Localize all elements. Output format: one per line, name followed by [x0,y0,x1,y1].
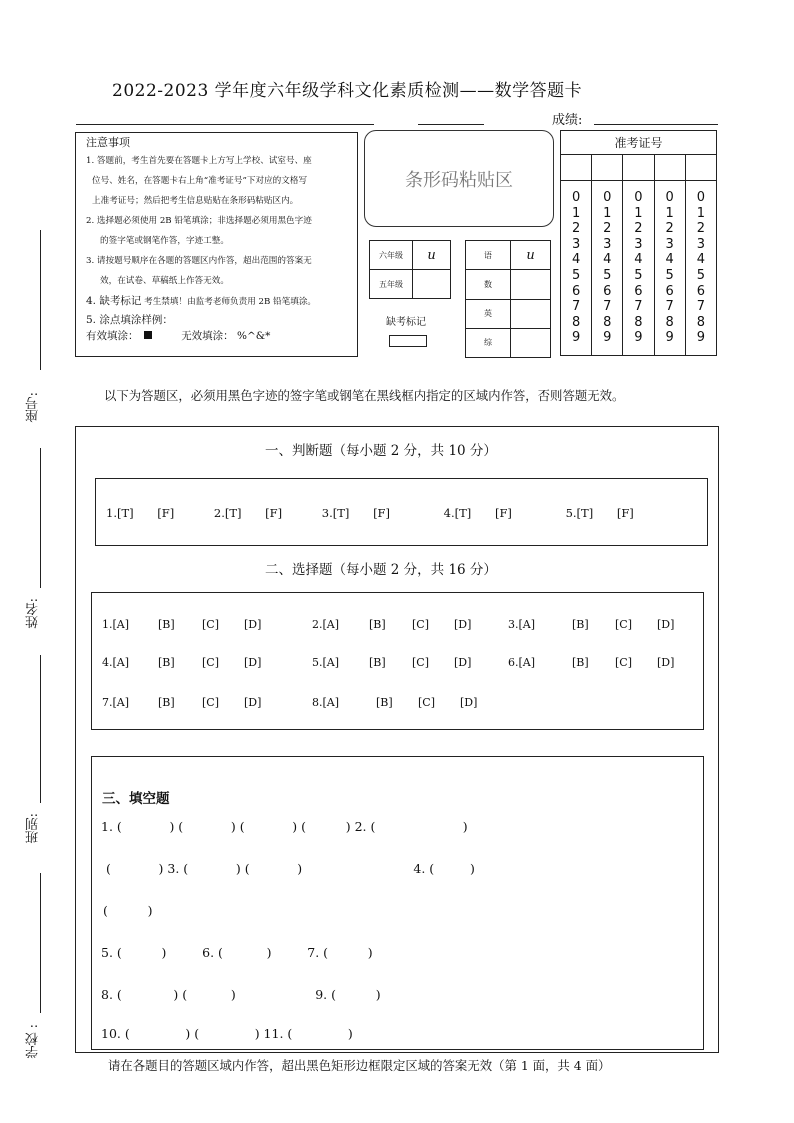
ticket-digit[interactable]: 7 [634,299,643,315]
choice-option[interactable]: [D] [460,696,478,709]
ticket-digit[interactable]: 7 [696,299,705,315]
absent-mark-label: 缺考标记 [386,317,426,328]
name-label: 姓名: [26,598,41,629]
notes-item: 上准考证号；然后把考生信息贴贴在条形码粘贴区内。 [92,196,299,206]
tf-option[interactable]: [F] [157,506,175,520]
ticket-digit[interactable]: 8 [571,314,581,330]
fill-blank-line[interactable]: ( ) [103,903,153,918]
ticket-digit[interactable]: 5 [603,268,612,283]
tf-option[interactable]: 2.[T] [213,506,242,520]
subject-label: 数 [466,270,511,299]
ticket-digit[interactable]: 8 [696,314,705,330]
absent-note-label: 4. 缺考标记 [86,295,142,307]
tf-option[interactable]: [F] [494,506,512,520]
ticket-digit[interactable]: 0 [665,190,674,206]
ticket-digit[interactable]: 7 [571,299,581,315]
invalid-fill-sample: %^&* [237,330,271,342]
choice-option[interactable]: [C] [202,696,219,709]
true-false-row [106,506,634,520]
tf-option[interactable]: 5.[T] [565,506,594,520]
choice-option[interactable]: 8.[A] [312,696,340,709]
choice-option[interactable]: 5.[A] [312,656,340,669]
fill-blank-line[interactable]: 10. ( ) ( ) 11. ( ) [101,1026,353,1041]
ticket-digit[interactable]: 3 [696,236,705,252]
choice-option[interactable]: [D] [657,656,675,669]
class-line[interactable] [40,655,41,803]
subject-table [465,240,551,358]
fill-blank-line[interactable]: ( ) 3. ( ) ( ) 4. ( ) [106,861,475,876]
choice-option[interactable]: [D] [454,656,472,669]
ticket-digit[interactable]: 8 [634,314,643,330]
score-label: 成绩: [552,113,583,128]
notes-item: 3. 请按题号顺序在各题的答题区内作答，超出范围的答案无 [86,256,312,266]
ticket-heading: 准考证号 [561,131,717,155]
ticket-digit[interactable]: 5 [571,268,581,283]
ticket-digit[interactable]: 5 [696,268,705,283]
choice-option[interactable]: [D] [244,618,262,631]
ticket-digit[interactable]: 2 [696,221,705,237]
ticket-digit[interactable]: 2 [603,221,612,237]
choice-option[interactable]: [B] [369,618,386,631]
ticket-digit[interactable]: 9 [634,330,643,346]
section3-box [91,756,704,1050]
ticket-digit[interactable]: 4 [603,252,612,268]
ticket-digit[interactable]: 1 [634,205,643,221]
ticket-digit[interactable]: 6 [665,283,674,299]
school-label: 学校 : [26,1024,41,1059]
seat-line[interactable] [40,230,41,370]
choice-option[interactable]: [C] [412,656,429,669]
ticket-digit[interactable]: 3 [603,236,612,252]
section2-title: 二、选择题（每小题 2 分，共 16 分） [265,562,497,578]
ticket-digit[interactable]: 8 [603,314,612,330]
ticket-digit-column[interactable] [623,181,654,356]
ticket-write-cell[interactable] [592,155,623,181]
ticket-digit[interactable]: 1 [571,205,581,221]
subject-mark-cell[interactable] [511,299,551,328]
ticket-digit[interactable]: 6 [634,283,643,299]
choice-option[interactable]: 1.[A] [102,618,130,631]
choice-option[interactable]: 6.[A] [508,656,536,669]
ticket-digit[interactable]: 1 [665,205,674,221]
ticket-digit-column[interactable] [592,181,623,356]
tf-option[interactable]: [F] [265,506,283,520]
valid-fill-label: 有效填涂： [86,330,139,342]
ticket-digit[interactable]: 9 [665,330,674,346]
page-title: 2022-2023 学年度六年级学科文化素质检测——数学答题卡 [112,81,583,101]
tf-option[interactable]: 1.[T] [106,506,134,520]
barcode-paste-area: 条形码粘贴区 [364,130,554,227]
ticket-digit-column[interactable] [561,181,592,356]
notes-box [75,132,358,357]
choice-option[interactable]: [D] [244,656,262,669]
ticket-digit[interactable]: 5 [634,268,643,283]
fill-blank-line[interactable]: 8. ( ) ( ) 9. ( ) [101,987,381,1002]
subject-mark-cell[interactable] [511,270,551,299]
ticket-digit[interactable]: 4 [696,252,705,268]
ticket-digit[interactable]: 4 [634,252,643,268]
ticket-digit[interactable]: 3 [665,236,674,252]
ticket-digit[interactable]: 0 [634,190,643,206]
ticket-number-table [560,130,717,356]
notes-heading: 注意事项 [86,136,130,149]
notes-item: 2. 选择题必须使用 2B 铅笔填涂；非选择题必须用黑色字迹 [86,216,312,226]
ticket-digit[interactable]: 8 [665,314,674,330]
ticket-digit[interactable]: 9 [571,330,581,346]
section1-title: 一、判断题（每小题 2 分，共 10 分） [265,443,497,459]
fill-blank-line[interactable]: 5. ( ) 6. ( ) 7. ( ) [101,945,373,960]
ticket-digit[interactable]: 0 [696,190,705,206]
absent-note-text: 考生禁填！由监考老师负责用 2B 铅笔填涂。 [144,297,317,307]
choice-option[interactable]: 7.[A] [102,696,130,709]
footer-note: 请在各题目的答题区域内作答，超出黑色矩形边框限定区域的答案无效（第 1 面，共 4 面） [108,1058,611,1073]
choice-option[interactable]: [C] [202,656,219,669]
ticket-digit-column[interactable] [685,181,716,356]
subject-label: 综 [466,328,511,357]
invalid-fill-label: 无效填涂： [181,330,234,342]
ticket-digit[interactable]: 6 [603,283,612,299]
ticket-digit[interactable]: 1 [696,205,705,221]
ticket-digit[interactable]: 4 [571,252,581,268]
grade-label: 六年级 [370,241,413,270]
name-line[interactable] [40,448,41,588]
ticket-digit-column[interactable] [654,181,685,356]
section3-title: 三、填空题 [102,791,170,807]
ticket-digit[interactable]: 3 [634,236,643,252]
choice-option[interactable]: [B] [369,656,386,669]
tf-option[interactable]: 3.[T] [321,506,350,520]
ticket-digit[interactable]: 1 [603,205,612,221]
choice-option[interactable]: [C] [615,656,632,669]
ticket-write-cell[interactable] [561,155,592,181]
choice-option[interactable]: [D] [657,618,675,631]
grade-mark-cell[interactable] [413,270,451,299]
choice-option[interactable]: [C] [418,696,435,709]
section2-box [91,592,704,730]
choice-option[interactable]: [D] [244,696,262,709]
subject-mark-cell[interactable] [511,328,551,357]
ticket-digit[interactable]: 2 [634,221,643,237]
ticket-digit[interactable]: 4 [665,252,674,268]
notes-item: 位号、姓名，在答题卡右上角“准考证号”下对应的文格写 [92,176,308,186]
ticket-digit[interactable]: 6 [571,283,581,299]
choice-option[interactable]: [B] [572,656,589,669]
tf-option[interactable]: 4.[T] [443,506,472,520]
subject-label: 语 [466,241,511,270]
choice-option[interactable]: [C] [412,618,429,631]
ticket-digit[interactable]: 6 [696,283,705,299]
answer-instruction: 以下为答题区，必须用黑色字迹的签字笔或钢笔在黑线框内指定的区域内作答，否则答题无效。 [104,388,625,403]
ticket-digit[interactable]: 7 [603,299,612,315]
ticket-digit[interactable]: 0 [571,190,581,206]
fill-blank-line[interactable]: 1. ( ) ( ) ( ) ( ) 2. ( ) [101,819,468,834]
grade-label: 五年级 [370,270,413,299]
ticket-digit[interactable]: 3 [571,236,581,252]
ticket-digit[interactable]: 9 [696,330,705,346]
choice-option[interactable]: [C] [202,618,219,631]
choice-option[interactable]: [B] [572,618,589,631]
school-info-line[interactable] [76,124,374,125]
valid-fill-sample [144,331,152,339]
grade-table [369,240,451,299]
choice-option[interactable]: [D] [454,618,472,631]
tf-option[interactable]: [F] [373,506,391,520]
score-line[interactable] [594,124,718,125]
choice-option[interactable]: 3.[A] [508,618,536,631]
ticket-digit[interactable]: 2 [665,221,674,237]
ticket-digit[interactable]: 0 [603,190,612,206]
ticket-write-cell[interactable] [654,155,685,181]
choice-option[interactable]: 4.[A] [102,656,130,669]
ticket-digit[interactable]: 9 [603,330,612,346]
ticket-digit[interactable]: 7 [665,299,674,315]
notes-item: 效，在试卷、草稿纸上作答无效。 [100,276,229,286]
subject-label: 英 [466,299,511,328]
grade-mark-cell[interactable]: u [413,241,451,270]
ticket-write-cell[interactable] [685,155,716,181]
choice-option[interactable]: [B] [158,656,175,669]
tf-option[interactable]: [F] [616,506,634,520]
notes-item: 的签字笔或钢笔作答，字迹工整。 [100,236,229,246]
seat-label: 座号: [26,392,41,423]
ticket-digit[interactable]: 2 [571,221,581,237]
ticket-write-cell[interactable] [623,155,654,181]
choice-option[interactable]: [B] [158,696,175,709]
room-line[interactable] [418,124,484,125]
choice-option[interactable]: 2.[A] [312,618,340,631]
subject-mark-cell[interactable]: u [511,241,551,270]
notes-item: 1. 答题前，考生首先要在答题卡上方写上学校、试室号、座 [86,156,312,166]
ticket-digit[interactable]: 5 [665,268,674,283]
fill-sample-label: 5. 涂点填涂样例： [86,314,173,326]
school-line[interactable] [40,873,41,1013]
class-label: 班别: [26,813,41,844]
choice-option[interactable]: [B] [158,618,175,631]
absent-mark-box[interactable] [389,335,427,347]
choice-option[interactable]: [C] [615,618,632,631]
choice-option[interactable]: [B] [376,696,393,709]
